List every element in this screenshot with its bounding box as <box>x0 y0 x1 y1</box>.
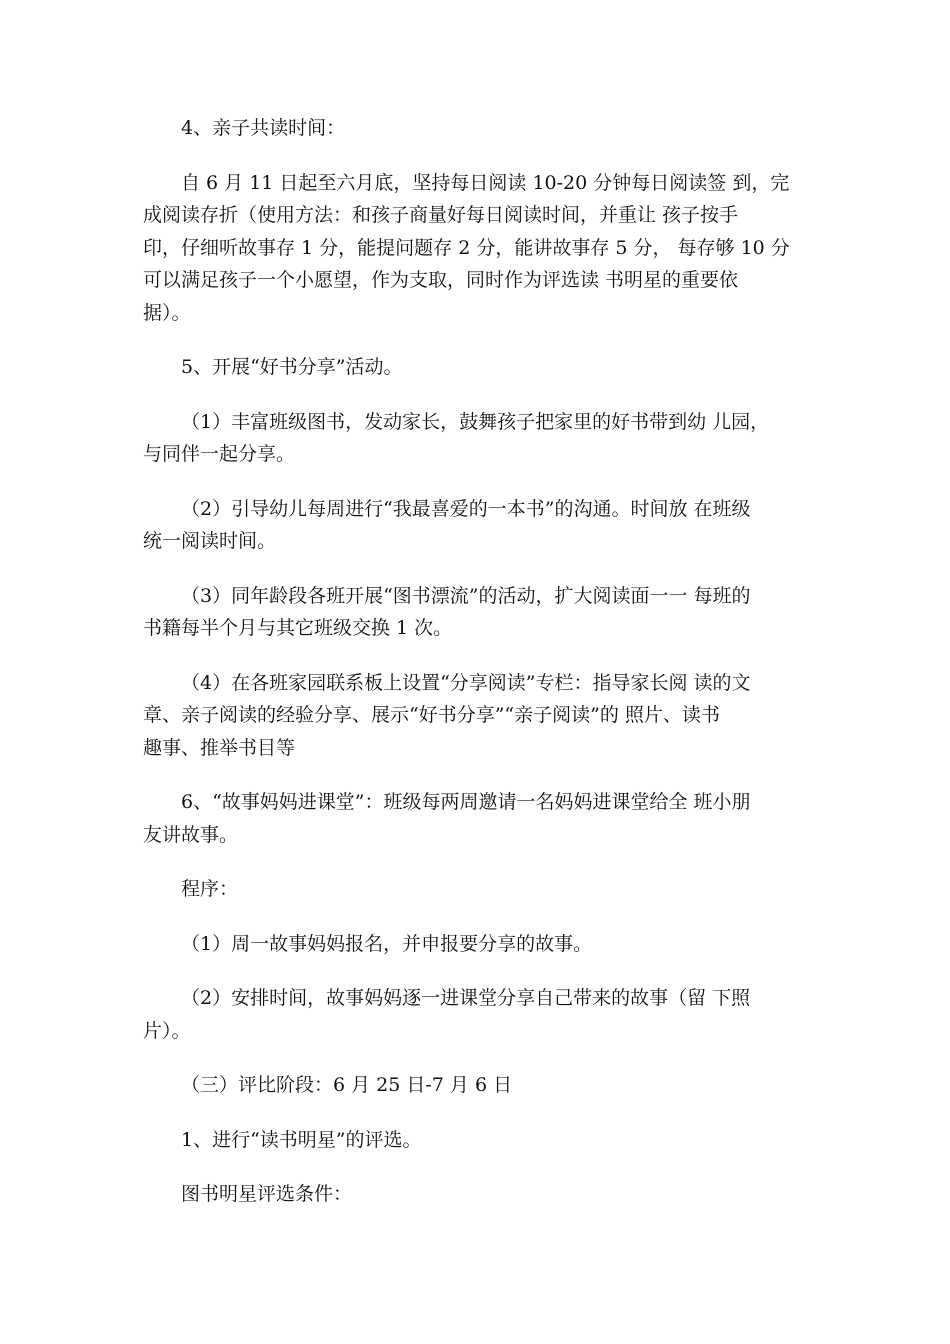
text-line: 1、进行“读书明星”的评选。 <box>181 1128 422 1151</box>
paragraph-item-3 <box>143 580 818 645</box>
paragraph-star-selection <box>143 1124 818 1157</box>
text-line: 片）。 <box>143 1019 191 1042</box>
text-line: （2）引导幼儿每周进行“我最喜爱的一本书”的沟通。时间放 在班级 <box>181 497 751 520</box>
text-line: 图书明星评选条件： <box>181 1183 353 1205</box>
text-line: 5、开展“好书分享”活动。 <box>181 356 403 378</box>
text-line: （三）评比阶段：6 月 25 日-7 月 6 日 <box>181 1074 513 1096</box>
text-line: （3）同年龄段各班开展“图书漂流”的活动，扩大阅读面一一 每班的 <box>181 584 751 607</box>
paragraph-item-1 <box>143 406 818 471</box>
text-line: 与同伴一起分享。 <box>143 443 296 465</box>
paragraph-item-4 <box>143 667 818 765</box>
text-line: 章、亲子阅读的经验分享、展示“好书分享”“亲子阅读”的 照片、读书 <box>143 704 720 726</box>
text-line: （1）丰富班级图书，发动家长，鼓舞孩子把家里的好书带到幼 儿园， <box>181 410 770 433</box>
text-line: 程序： <box>181 878 239 900</box>
paragraph-selection-criteria <box>143 1178 818 1211</box>
paragraph-procedure-2 <box>143 982 818 1047</box>
text-line: 可以满足孩子一个小愿望，作为支取，同时作为评选读 书明星的重要依 <box>143 269 739 291</box>
paragraph-section-3-heading <box>143 1069 818 1102</box>
text-line: 友讲故事。 <box>143 823 239 846</box>
text-line: 4、亲子共读时间： <box>181 117 346 139</box>
text-line: （4）在各班家园联系板上设置“分享阅读”专栏：指导家长阅 读的文 <box>181 671 751 694</box>
text-line: 6、“故事妈妈进课堂”：班级每两周邀请一名妈妈进课堂给全 班小朋 <box>181 791 751 813</box>
paragraph-heading-5 <box>143 351 818 384</box>
text-line: 印，仔细听故事存 1 分，能提问题存 2 分，能讲故事存 5 分， 每存够 10 分 <box>143 236 790 259</box>
paragraph-reading-passbook <box>143 167 818 330</box>
text-line: 趣事、推举书目等 <box>143 736 296 759</box>
text-line: 成阅读存折（使用方法：和孩子商量好每日阅读时间，并重让 孩子按手 <box>143 204 739 226</box>
document-body <box>143 112 818 1211</box>
text-line: 据）。 <box>143 301 191 324</box>
text-line: 书籍每半个月与其它班级交换 1 次。 <box>143 617 453 639</box>
paragraph-procedure-label <box>143 873 818 906</box>
text-line: 统一阅读时间。 <box>143 530 277 552</box>
paragraph-item-2 <box>143 493 818 558</box>
paragraph-heading-6 <box>143 786 818 851</box>
paragraph-heading-4 <box>143 112 818 145</box>
text-line: （2）安排时间，故事妈妈逐一进课堂分享自己带来的故事（留 下照 <box>181 987 751 1009</box>
paragraph-procedure-1 <box>143 928 818 961</box>
text-line: （1）周一故事妈妈报名，并申报要分享的故事。 <box>181 932 593 955</box>
text-line: 自 6 月 11 日起至六月底，坚持每日阅读 10-20 分钟每日阅读签 到，完 <box>181 171 790 194</box>
